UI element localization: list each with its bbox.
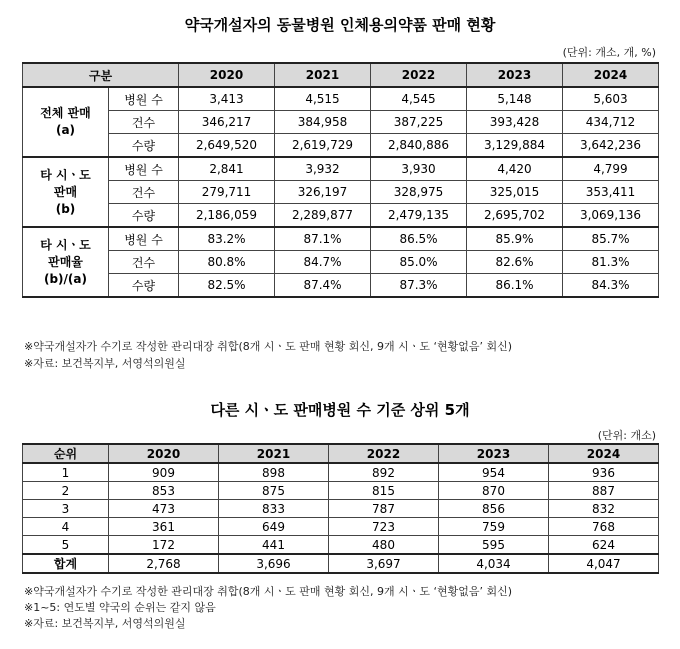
table2-rank-note: ※1~5: 연도별 약국의 순위는 같지 않음 xyxy=(24,601,216,614)
value-cell: 954 xyxy=(439,463,549,482)
value-cell: 936 xyxy=(549,463,659,482)
value-cell: 82.5% xyxy=(179,274,275,298)
value-cell: 832 xyxy=(549,500,659,518)
header-year: 2024 xyxy=(563,63,659,87)
value-cell: 815 xyxy=(329,482,439,500)
value-cell: 2,186,059 xyxy=(179,204,275,228)
value-cell: 87.1% xyxy=(275,227,371,251)
table-row xyxy=(23,134,659,158)
value-cell: 441 xyxy=(219,536,329,555)
value-cell: 87.4% xyxy=(275,274,371,298)
rank-cell: 4 xyxy=(23,518,109,536)
table-row xyxy=(23,111,659,134)
header-year: 2021 xyxy=(275,63,371,87)
table2-title: 다른 시ㆍ도 판매병원 수 기준 상위 5개 xyxy=(210,401,470,419)
value-cell: 649 xyxy=(219,518,329,536)
value-cell: 759 xyxy=(439,518,549,536)
group-label-line: 타 시ㆍ도 xyxy=(40,237,91,252)
value-cell: 85.7% xyxy=(563,227,659,251)
value-cell: 434,712 xyxy=(563,111,659,134)
row-label: 건수 xyxy=(109,181,179,204)
table2-note: ※약국개설자가 수기로 작성한 관리대장 취합(8개 시ㆍ도 판매 현황 회신, 9개 시ㆍ도 ‘현황없음’ 회신) xyxy=(24,585,513,598)
value-cell: 3,413 xyxy=(179,87,275,111)
group-label-line: (b) xyxy=(55,201,76,216)
value-cell: 853 xyxy=(109,482,219,500)
value-cell: 172 xyxy=(109,536,219,555)
table1-source: ※자료: 보건복지부, 서영석의원실 xyxy=(24,357,186,370)
value-cell: 393,428 xyxy=(467,111,563,134)
total-cell: 4,034 xyxy=(439,554,549,573)
value-cell: 723 xyxy=(329,518,439,536)
table-row xyxy=(23,251,659,274)
value-cell: 4,799 xyxy=(563,157,659,181)
table-row xyxy=(23,518,659,536)
rank-cell: 5 xyxy=(23,536,109,555)
table-row xyxy=(23,274,659,298)
header-year: 2020 xyxy=(179,63,275,87)
table-row xyxy=(23,157,659,181)
row-label: 병원 수 xyxy=(109,227,179,251)
value-cell: 2,619,729 xyxy=(275,134,371,158)
table2-header-row xyxy=(23,444,659,463)
value-cell: 2,695,702 xyxy=(467,204,563,228)
header-year: 2021 xyxy=(219,444,329,463)
table1-header-row xyxy=(23,63,659,87)
value-cell: 5,603 xyxy=(563,87,659,111)
value-cell: 4,545 xyxy=(371,87,467,111)
group-label-line: 판매 xyxy=(53,184,78,199)
header-year: 2022 xyxy=(329,444,439,463)
value-cell: 328,975 xyxy=(371,181,467,204)
row-label: 건수 xyxy=(109,251,179,274)
value-cell: 3,129,884 xyxy=(467,134,563,158)
table-row xyxy=(23,482,659,500)
header-year: 2024 xyxy=(549,444,659,463)
value-cell: 353,411 xyxy=(563,181,659,204)
value-cell: 892 xyxy=(329,463,439,482)
value-cell: 84.3% xyxy=(563,274,659,298)
row-label: 수량 xyxy=(109,274,179,298)
header-year: 2023 xyxy=(439,444,549,463)
value-cell: 81.3% xyxy=(563,251,659,274)
value-cell: 82.6% xyxy=(467,251,563,274)
group-label xyxy=(23,227,109,297)
group-label-line: (b)/(a) xyxy=(43,271,87,286)
value-cell: 595 xyxy=(439,536,549,555)
value-cell: 387,225 xyxy=(371,111,467,134)
header-rank: 순위 xyxy=(23,444,109,463)
group-label xyxy=(23,157,109,227)
table1-note: ※약국개설자가 수기로 작성한 관리대장 취합(8개 시ㆍ도 판매 현황 회신, 9개 시ㆍ도 ‘현황없음’ 회신) xyxy=(24,340,513,353)
value-cell: 2,479,135 xyxy=(371,204,467,228)
value-cell: 2,841 xyxy=(179,157,275,181)
rank-cell: 3 xyxy=(23,500,109,518)
row-label: 수량 xyxy=(109,134,179,158)
value-cell: 870 xyxy=(439,482,549,500)
total-label: 합계 xyxy=(23,554,109,573)
value-cell: 2,840,886 xyxy=(371,134,467,158)
value-cell: 2,649,520 xyxy=(179,134,275,158)
table2-unit: (단위: 개소) xyxy=(597,429,656,442)
header-year: 2020 xyxy=(109,444,219,463)
rank-cell: 1 xyxy=(23,463,109,482)
value-cell: 84.7% xyxy=(275,251,371,274)
value-cell: 875 xyxy=(219,482,329,500)
table-row xyxy=(23,227,659,251)
value-cell: 833 xyxy=(219,500,329,518)
rank-cell: 2 xyxy=(23,482,109,500)
table-row xyxy=(23,500,659,518)
value-cell: 83.2% xyxy=(179,227,275,251)
value-cell: 887 xyxy=(549,482,659,500)
value-cell: 279,711 xyxy=(179,181,275,204)
total-cell: 2,768 xyxy=(109,554,219,573)
total-cell: 3,697 xyxy=(329,554,439,573)
value-cell: 346,217 xyxy=(179,111,275,134)
value-cell: 3,642,236 xyxy=(563,134,659,158)
table-row xyxy=(23,87,659,111)
value-cell: 4,515 xyxy=(275,87,371,111)
table-row xyxy=(23,181,659,204)
value-cell: 85.9% xyxy=(467,227,563,251)
value-cell: 326,197 xyxy=(275,181,371,204)
value-cell: 361 xyxy=(109,518,219,536)
row-label: 병원 수 xyxy=(109,87,179,111)
value-cell: 856 xyxy=(439,500,549,518)
value-cell: 898 xyxy=(219,463,329,482)
value-cell: 4,420 xyxy=(467,157,563,181)
value-cell: 86.5% xyxy=(371,227,467,251)
group-label xyxy=(23,87,109,157)
value-cell: 87.3% xyxy=(371,274,467,298)
total-cell: 3,696 xyxy=(219,554,329,573)
total-row xyxy=(23,554,659,573)
value-cell: 768 xyxy=(549,518,659,536)
table1-unit: (단위: 개소, 개, %) xyxy=(562,46,656,59)
value-cell: 80.8% xyxy=(179,251,275,274)
value-cell: 3,930 xyxy=(371,157,467,181)
value-cell: 3,932 xyxy=(275,157,371,181)
value-cell: 86.1% xyxy=(467,274,563,298)
row-label: 건수 xyxy=(109,111,179,134)
value-cell: 909 xyxy=(109,463,219,482)
value-cell: 384,958 xyxy=(275,111,371,134)
value-cell: 480 xyxy=(329,536,439,555)
group-label-line: 전체 판매 xyxy=(40,106,91,120)
value-cell: 473 xyxy=(109,500,219,518)
value-cell: 85.0% xyxy=(371,251,467,274)
top5-table xyxy=(22,443,659,574)
row-label: 병원 수 xyxy=(109,157,179,181)
value-cell: 787 xyxy=(329,500,439,518)
header-year: 2023 xyxy=(467,63,563,87)
table1-title: 약국개설자의 동물병원 인체용의약품 판매 현황 xyxy=(184,16,496,34)
value-cell: 2,289,877 xyxy=(275,204,371,228)
group-label-line: 타 시ㆍ도 xyxy=(40,167,91,182)
header-group: 구분 xyxy=(23,63,179,87)
table-row xyxy=(23,463,659,482)
table2-source: ※자료: 보건복지부, 서영석의원실 xyxy=(24,617,186,630)
header-year: 2022 xyxy=(371,63,467,87)
value-cell: 325,015 xyxy=(467,181,563,204)
table-row xyxy=(23,536,659,555)
total-cell: 4,047 xyxy=(549,554,659,573)
value-cell: 3,069,136 xyxy=(563,204,659,228)
value-cell: 5,148 xyxy=(467,87,563,111)
group-label-line: 판매율 xyxy=(48,254,83,269)
row-label: 수량 xyxy=(109,204,179,228)
group-label-line: (a) xyxy=(55,123,76,137)
value-cell: 624 xyxy=(549,536,659,555)
sales-table xyxy=(22,62,659,298)
table-row xyxy=(23,204,659,228)
